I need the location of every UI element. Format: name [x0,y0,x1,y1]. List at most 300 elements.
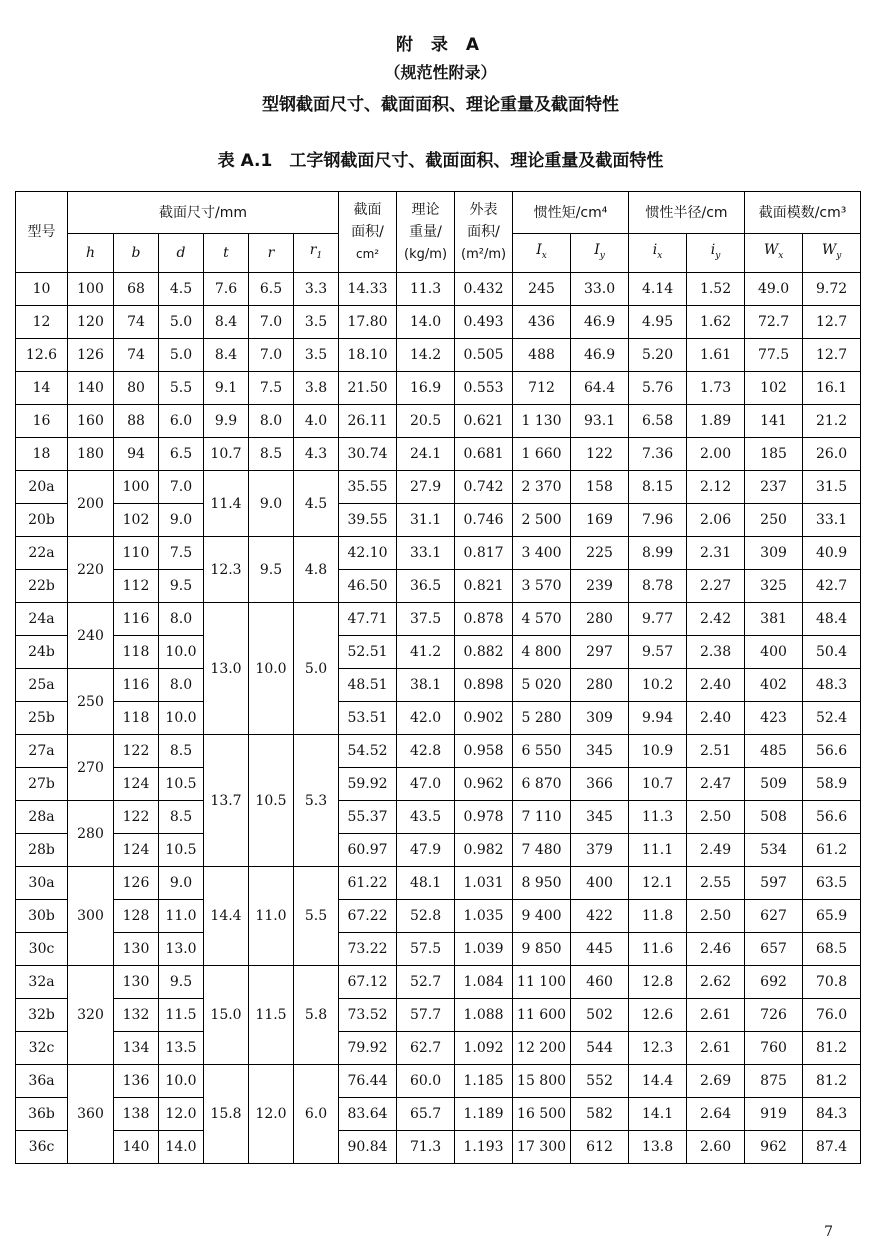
cell-area: 30.74 [339,438,397,471]
cell-area: 83.64 [339,1098,397,1131]
cell-model: 36c [16,1131,68,1164]
cell-model: 30b [16,900,68,933]
cell-Iy: 33.0 [571,273,629,306]
table-row [16,1032,861,1065]
cell-Wy: 26.0 [803,438,861,471]
cell-Ix: 488 [513,339,571,372]
cell-ix: 14.4 [629,1065,687,1098]
cell-surface: 1.031 [455,867,513,900]
cell-weight: 52.8 [397,900,455,933]
cell-b: 124 [114,834,159,867]
header-Wy [803,234,861,273]
cell-ix: 11.1 [629,834,687,867]
cell-surface: 0.821 [455,570,513,603]
cell-b: 118 [114,702,159,735]
cell-ix: 5.20 [629,339,687,372]
cell-iy: 2.46 [687,933,745,966]
cell-ix: 10.9 [629,735,687,768]
cell-Wx: 423 [745,702,803,735]
cell-model: 16 [16,405,68,438]
cell-t: 13.0 [204,603,249,735]
cell-iy: 2.69 [687,1065,745,1098]
table-row [16,537,861,570]
cell-r: 7.0 [249,339,294,372]
cell-b: 102 [114,504,159,537]
cell-Wx: 250 [745,504,803,537]
cell-h: 160 [68,405,114,438]
cell-b: 68 [114,273,159,306]
cell-weight: 37.5 [397,603,455,636]
cell-Ix: 11 600 [513,999,571,1032]
cell-Wx: 508 [745,801,803,834]
cell-surface: 0.493 [455,306,513,339]
cell-iy: 2.62 [687,966,745,999]
cell-Ix: 4 800 [513,636,571,669]
cell-iy: 2.42 [687,603,745,636]
cell-d: 5.0 [159,339,204,372]
cell-d: 9.0 [159,504,204,537]
cell-Ix: 17 300 [513,1131,571,1164]
header-ix-main: i [652,242,658,259]
cell-ix: 11.6 [629,933,687,966]
cell-Wx: 726 [745,999,803,1032]
cell-weight: 57.7 [397,999,455,1032]
cell-b: 74 [114,306,159,339]
cell-h: 250 [68,669,114,735]
header-r1-main: r [309,242,317,259]
cell-area: 48.51 [339,669,397,702]
cell-surface: 0.817 [455,537,513,570]
cell-d: 10.5 [159,834,204,867]
table-row [16,504,861,537]
table-row [16,306,861,339]
cell-Wx: 875 [745,1065,803,1098]
cell-area: 54.52 [339,735,397,768]
cell-h: 140 [68,372,114,405]
cell-ix: 12.1 [629,867,687,900]
cell-Iy: 158 [571,471,629,504]
cell-iy: 2.47 [687,768,745,801]
cell-Ix: 8 950 [513,867,571,900]
header-r1-sub: 1 [316,250,323,261]
cell-d: 10.5 [159,768,204,801]
header-Wx [745,234,803,273]
cell-weight: 36.5 [397,570,455,603]
cell-b: 116 [114,669,159,702]
cell-r: 10.5 [249,735,294,867]
cell-iy: 2.50 [687,900,745,933]
cell-Wy: 52.4 [803,702,861,735]
header-weight-line1: 理论 [411,201,440,218]
cell-Wx: 49.0 [745,273,803,306]
cell-t: 15.8 [204,1065,249,1164]
cell-ix: 14.1 [629,1098,687,1131]
cell-area: 67.22 [339,900,397,933]
cell-t: 8.4 [204,339,249,372]
cell-surface: 0.432 [455,273,513,306]
cell-Ix: 2 500 [513,504,571,537]
cell-Wy: 33.1 [803,504,861,537]
cell-model: 30c [16,933,68,966]
steel-section-table [15,191,861,1164]
cell-Ix: 5 020 [513,669,571,702]
cell-area: 47.71 [339,603,397,636]
cell-b: 130 [114,933,159,966]
cell-surface: 0.621 [455,405,513,438]
cell-weight: 57.5 [397,933,455,966]
cell-b: 116 [114,603,159,636]
cell-r1: 4.3 [294,438,339,471]
cell-area: 73.22 [339,933,397,966]
cell-r1: 3.3 [294,273,339,306]
cell-area: 53.51 [339,702,397,735]
cell-b: 94 [114,438,159,471]
cell-model: 24b [16,636,68,669]
header-radius: 惯性半径/cm [629,192,745,234]
cell-Iy: 169 [571,504,629,537]
cell-b: 118 [114,636,159,669]
cell-Wy: 63.5 [803,867,861,900]
header-d: d [159,234,204,273]
cell-surface: 0.978 [455,801,513,834]
cell-iy: 2.31 [687,537,745,570]
table-row [16,669,861,702]
cell-Iy: 122 [571,438,629,471]
cell-h: 300 [68,867,114,966]
header-surface-line1: 外表 [469,201,498,218]
cell-h: 200 [68,471,114,537]
header-Iy [571,234,629,273]
cell-r1: 4.5 [294,471,339,537]
cell-weight: 71.3 [397,1131,455,1164]
header-Wy-main: W [821,242,837,259]
table-row [16,900,861,933]
table-row [16,570,861,603]
table-row [16,966,861,999]
header-weight-line2: 重量/ [409,223,442,240]
cell-Iy: 297 [571,636,629,669]
cell-weight: 14.2 [397,339,455,372]
cell-weight: 20.5 [397,405,455,438]
cell-h: 280 [68,801,114,867]
cell-Iy: 46.9 [571,306,629,339]
cell-Ix: 2 370 [513,471,571,504]
cell-r: 12.0 [249,1065,294,1164]
cell-t: 7.6 [204,273,249,306]
cell-t: 8.4 [204,306,249,339]
cell-weight: 47.9 [397,834,455,867]
cell-model: 32a [16,966,68,999]
header-weight-line3: (kg/m) [404,246,448,262]
cell-model: 25b [16,702,68,735]
cell-ix: 7.96 [629,504,687,537]
cell-Wy: 81.2 [803,1032,861,1065]
header-area [339,192,397,273]
cell-t: 9.1 [204,372,249,405]
cell-r1: 3.5 [294,339,339,372]
header-inertia: 惯性矩/cm⁴ [513,192,629,234]
cell-b: 128 [114,900,159,933]
cell-d: 6.5 [159,438,204,471]
cell-h: 220 [68,537,114,603]
cell-Ix: 9 400 [513,900,571,933]
cell-r: 9.0 [249,471,294,537]
cell-weight: 47.0 [397,768,455,801]
cell-r: 7.5 [249,372,294,405]
cell-Wx: 400 [745,636,803,669]
cell-t: 11.4 [204,471,249,537]
cell-Wy: 12.7 [803,306,861,339]
cell-Wx: 919 [745,1098,803,1131]
cell-d: 5.5 [159,372,204,405]
cell-Wx: 485 [745,735,803,768]
header-surface [455,192,513,273]
table-row [16,372,861,405]
cell-Wx: 309 [745,537,803,570]
cell-r1: 3.5 [294,306,339,339]
cell-weight: 43.5 [397,801,455,834]
cell-Ix: 245 [513,273,571,306]
cell-d: 5.0 [159,306,204,339]
cell-surface: 0.882 [455,636,513,669]
cell-area: 52.51 [339,636,397,669]
cell-Wy: 70.8 [803,966,861,999]
cell-surface: 1.189 [455,1098,513,1131]
cell-d: 10.0 [159,1065,204,1098]
header-ix-sub: x [657,250,663,261]
cell-area: 76.44 [339,1065,397,1098]
cell-iy: 2.51 [687,735,745,768]
header-iy-main: i [710,242,716,259]
cell-ix: 12.6 [629,999,687,1032]
table-row [16,834,861,867]
cell-ix: 9.77 [629,603,687,636]
cell-area: 17.80 [339,306,397,339]
cell-r: 10.0 [249,603,294,735]
header-Iy-main: I [594,242,600,259]
cell-d: 6.0 [159,405,204,438]
cell-ix: 11.8 [629,900,687,933]
cell-Iy: 64.4 [571,372,629,405]
cell-d: 9.0 [159,867,204,900]
cell-Ix: 4 570 [513,603,571,636]
cell-b: 124 [114,768,159,801]
cell-model: 25a [16,669,68,702]
header-surface-line2: 面积/ [467,223,500,240]
cell-b: 140 [114,1131,159,1164]
cell-d: 10.0 [159,702,204,735]
cell-Wy: 50.4 [803,636,861,669]
cell-b: 80 [114,372,159,405]
cell-Ix: 1 130 [513,405,571,438]
cell-Wy: 56.6 [803,735,861,768]
cell-Wx: 237 [745,471,803,504]
table-row [16,471,861,504]
cell-surface: 0.505 [455,339,513,372]
appendix-heading: 附 录 A [396,35,485,55]
cell-Wy: 56.6 [803,801,861,834]
table-row [16,735,861,768]
cell-Wx: 597 [745,867,803,900]
cell-weight: 48.1 [397,867,455,900]
table-row [16,1131,861,1164]
header-modulus: 截面模数/cm³ [745,192,861,234]
cell-area: 26.11 [339,405,397,438]
cell-d: 9.5 [159,570,204,603]
cell-b: 74 [114,339,159,372]
cell-weight: 24.1 [397,438,455,471]
cell-Iy: 502 [571,999,629,1032]
cell-model: 10 [16,273,68,306]
cell-Wy: 81.2 [803,1065,861,1098]
header-r: r [249,234,294,273]
cell-ix: 11.3 [629,801,687,834]
cell-ix: 4.14 [629,273,687,306]
header-Iy-sub: y [599,250,605,261]
cell-area: 61.22 [339,867,397,900]
cell-model: 22b [16,570,68,603]
cell-ix: 8.15 [629,471,687,504]
table-row [16,438,861,471]
cell-area: 35.55 [339,471,397,504]
cell-d: 14.0 [159,1131,204,1164]
cell-b: 126 [114,867,159,900]
cell-Wy: 40.9 [803,537,861,570]
cell-t: 10.7 [204,438,249,471]
cell-weight: 27.9 [397,471,455,504]
table-row [16,1098,861,1131]
cell-r: 9.5 [249,537,294,603]
cell-Wx: 185 [745,438,803,471]
cell-Ix: 712 [513,372,571,405]
cell-r1: 6.0 [294,1065,339,1164]
cell-Iy: 93.1 [571,405,629,438]
cell-weight: 62.7 [397,1032,455,1065]
cell-weight: 33.1 [397,537,455,570]
cell-area: 39.55 [339,504,397,537]
cell-r: 11.5 [249,966,294,1065]
table-row [16,999,861,1032]
cell-Wy: 12.7 [803,339,861,372]
cell-iy: 1.73 [687,372,745,405]
header-section-dims: 截面尺寸/mm [68,192,339,234]
cell-model: 28b [16,834,68,867]
page-number: 7 [824,1224,833,1240]
cell-Ix: 1 660 [513,438,571,471]
cell-d: 8.5 [159,735,204,768]
cell-weight: 42.0 [397,702,455,735]
cell-ix: 6.58 [629,405,687,438]
cell-t: 12.3 [204,537,249,603]
cell-d: 7.0 [159,471,204,504]
cell-t: 14.4 [204,867,249,966]
cell-ix: 5.76 [629,372,687,405]
cell-Wy: 48.4 [803,603,861,636]
cell-d: 8.5 [159,801,204,834]
cell-model: 12.6 [16,339,68,372]
cell-model: 27a [16,735,68,768]
cell-Wy: 58.9 [803,768,861,801]
cell-model: 28a [16,801,68,834]
cell-Wy: 61.2 [803,834,861,867]
cell-Ix: 16 500 [513,1098,571,1131]
cell-Wy: 48.3 [803,669,861,702]
cell-surface: 0.902 [455,702,513,735]
cell-b: 122 [114,735,159,768]
cell-Iy: 280 [571,603,629,636]
cell-area: 46.50 [339,570,397,603]
table-row [16,801,861,834]
cell-model: 30a [16,867,68,900]
cell-h: 100 [68,273,114,306]
cell-weight: 14.0 [397,306,455,339]
header-area-line1: 截面 [353,202,382,218]
cell-Ix: 11 100 [513,966,571,999]
cell-h: 126 [68,339,114,372]
cell-area: 59.92 [339,768,397,801]
cell-Wx: 402 [745,669,803,702]
cell-b: 132 [114,999,159,1032]
cell-Iy: 280 [571,669,629,702]
cell-Wx: 657 [745,933,803,966]
cell-h: 180 [68,438,114,471]
cell-Ix: 3 570 [513,570,571,603]
cell-t: 9.9 [204,405,249,438]
cell-weight: 16.9 [397,372,455,405]
header-Wy-sub: y [836,250,842,261]
cell-iy: 2.61 [687,999,745,1032]
cell-surface: 0.742 [455,471,513,504]
table-row [16,867,861,900]
cell-Wy: 21.2 [803,405,861,438]
cell-area: 14.33 [339,273,397,306]
cell-r1: 5.3 [294,735,339,867]
cell-Iy: 46.9 [571,339,629,372]
cell-d: 10.0 [159,636,204,669]
cell-Ix: 436 [513,306,571,339]
header-Wx-main: W [763,242,779,259]
cell-iy: 1.89 [687,405,745,438]
cell-b: 110 [114,537,159,570]
cell-Iy: 345 [571,801,629,834]
cell-Iy: 582 [571,1098,629,1131]
cell-Wx: 381 [745,603,803,636]
cell-h: 320 [68,966,114,1065]
cell-Iy: 460 [571,966,629,999]
cell-weight: 52.7 [397,966,455,999]
cell-iy: 2.55 [687,867,745,900]
cell-Iy: 345 [571,735,629,768]
cell-Iy: 552 [571,1065,629,1098]
cell-surface: 0.746 [455,504,513,537]
cell-surface: 0.898 [455,669,513,702]
header-area-line2: 面积/ [351,224,384,240]
cell-area: 21.50 [339,372,397,405]
cell-Ix: 15 800 [513,1065,571,1098]
header-iy-sub: y [715,250,721,261]
cell-b: 138 [114,1098,159,1131]
header-h: h [68,234,114,273]
cell-area: 55.37 [339,801,397,834]
cell-b: 122 [114,801,159,834]
cell-ix: 12.8 [629,966,687,999]
cell-Wx: 692 [745,966,803,999]
header-b: b [114,234,159,273]
cell-area: 79.92 [339,1032,397,1065]
cell-iy: 2.00 [687,438,745,471]
cell-model: 32b [16,999,68,1032]
cell-Iy: 544 [571,1032,629,1065]
